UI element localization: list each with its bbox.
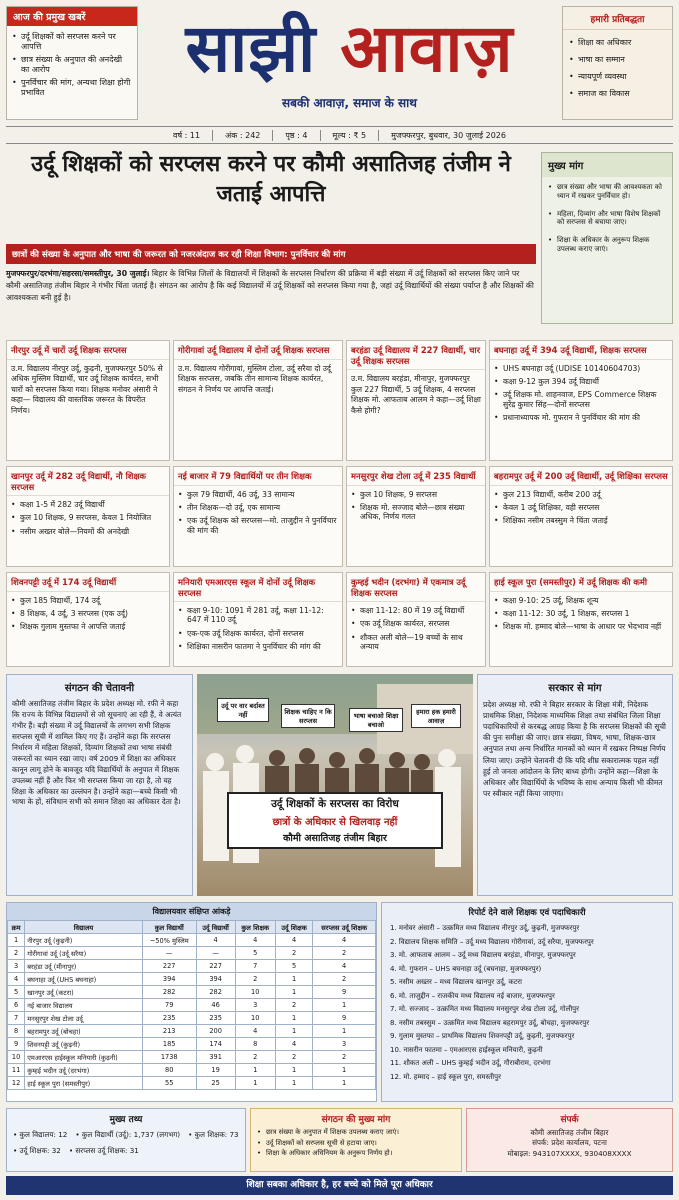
card-list [490, 592, 672, 640]
card-title: बरहंडा उर्दू विद्यालय में 227 विद्यार्थी, चार उर्दू शिक्षक सरप्लस [347, 341, 485, 370]
table-cell: — [142, 947, 196, 960]
table-cell: 2 [313, 973, 376, 986]
main-demand-box [541, 152, 673, 324]
card-item: • एक उर्दू शिक्षक को सरप्लस—मो. ताजुद्दीन ने पुनर्विचार की मांग की [178, 516, 338, 535]
fact-item: • कुल शिक्षक: 73 [188, 1130, 239, 1139]
banner-line-2: छात्रों के अधिकार से खिलवाड़ नहीं [272, 817, 398, 828]
table-cell: 4 [235, 1025, 275, 1038]
table-row[interactable] [8, 999, 376, 1012]
card-title: हाई स्कूल पुरा (समस्तीपुर) में उर्दू शिक्षक की कमी [490, 573, 672, 592]
top-news-item[interactable]: • उर्दू शिक्षकों को सरप्लस करने पर आपत्ति [12, 32, 132, 52]
reporter-item: 12. मो. हम्माद – हाई स्कूल पुरा, समस्तीपुर [390, 1072, 501, 1081]
card-text: उ.म. विद्यालय बरहंडा, मीनापुर, मुजफ्फरपुर कुल 227 विद्यार्थी, 5 उर्दू शिक्षक, 4 सरप्लस शिक्षक मो. आफताब आलम ने कहा—उर्दू शिक्षा कैसे होगी? [351, 374, 481, 415]
table-body [8, 934, 376, 1090]
table-cell: 5 [8, 986, 25, 999]
lead-body: बिहार के विभिन्न जिलों के विद्यालयों में शिक्षकों के सरप्लस निर्धारण की प्रक्रिया में बड़ी संख्या में उर्दू शिक्षकों को सरप्लस किए जाने पर कौमी असातिजह तंजीम बिहार ने गंभीर चिंता जताई है। संगठन का आरोप है कि कई विद्यालयों में उर्दू शिक्षकों को सरप्लस किया गया है, जहां उर्दू विद्यार्थियों की संख्या पर्याप्त है और शिक्षकों की आवश्यकता बनी हुई है। [6, 269, 534, 302]
issue-meta-bar [6, 126, 673, 144]
table-cell: 3 [235, 999, 275, 1012]
table-cell: 2 [275, 999, 312, 1012]
table-cell: 1 [313, 1077, 376, 1090]
footer-banner: शिक्षा सबका अधिकार है, हर बच्चे को मिले पूरा अधिकार [6, 1176, 673, 1195]
table-cell: 185 [142, 1038, 196, 1051]
reporter-item: 6. मो. ताजुद्दीन – राजकीय मध्य विद्यालय नई बाजार, मुजफ्फरपुर [390, 991, 555, 1000]
table-cell: 19 [196, 1064, 235, 1077]
school-data-table-box [6, 902, 377, 1102]
table-cell: 4 [235, 934, 275, 947]
reporter-item: 9. गुलाम मुस्तफा – प्राथमिक विद्यालय शिवनपट्टी उर्दू, कुढ़नी, मुजफ्फरपुर [390, 1032, 575, 1040]
top-news-list [7, 26, 137, 107]
table-row[interactable] [8, 1038, 376, 1051]
card-item: • कुल 10 शिक्षक, 9 सरप्लस, केवल 1 नियोजित [11, 513, 165, 522]
commitment-item: • समाज का विकास [569, 89, 666, 99]
contact-mobile: मोबाइल: 943107XXXX, 930408XXXX [507, 1148, 632, 1158]
logo-word-right: आवाज़ [340, 9, 514, 87]
card-item: • कुल 10 शिक्षक, 9 सरप्लस [351, 490, 481, 499]
school-data-table [7, 920, 376, 1090]
school-card-barhanda[interactable] [346, 340, 486, 461]
organization-demand-box [250, 1108, 462, 1172]
school-card-khanpur[interactable] [6, 466, 170, 567]
card-list [490, 486, 672, 534]
card-item: • एक-एक उर्दू शिक्षक कार्यरत, दोनों सरप्लस [178, 629, 338, 638]
table-cell: ~50% मुस्लिम [142, 934, 196, 947]
commitment-list [563, 30, 672, 110]
table-cell: 2 [275, 947, 312, 960]
card-item: • 8 शिक्षक, 4 उर्दू, 3 सरप्लस (एक उर्दू) [11, 609, 165, 618]
top-news-heading: आज की प्रमुख खबरें [7, 7, 137, 26]
table-cell: 1 [275, 973, 312, 986]
key-facts-box [6, 1108, 246, 1172]
table-cell: बरहंडा उर्दू (मीनापुर) [25, 960, 142, 973]
table-header-cell: कुल शिक्षक [235, 921, 275, 934]
table-cell: 6 [8, 999, 25, 1012]
table-cell: 1738 [142, 1051, 196, 1064]
card-item: • एक उर्दू शिक्षक कार्यरत, सरप्लस [351, 619, 481, 628]
commitment-item: • न्यायपूर्ण व्यवस्था [569, 72, 666, 82]
top-news-item[interactable]: • पुनर्विचार की मांग, अन्यथा शिक्षा होगी प्रभावित [12, 78, 132, 98]
card-list [490, 360, 672, 431]
main-demand-list [542, 177, 672, 263]
card-title: बहरामपुर उर्दू में 200 उर्दू विद्यार्थी, उर्दू शिक्षिका सरप्लस [490, 467, 672, 486]
table-row[interactable] [8, 973, 376, 986]
card-title: गोरीगावां उर्दू विद्यालय में दोनों उर्दू शिक्षक सरप्लस [174, 341, 342, 360]
table-cell: 9 [8, 1038, 25, 1051]
table-cell: बघनाहा उर्दू (UHS बघनाहा) [25, 973, 142, 986]
reporter-item: 7. मो. सज्जाद – उत्क्रमित मध्य विद्यालय मनसुरपुर शेख टोला उर्दू, गोलीपुर [390, 1005, 580, 1013]
main-demand-item: • शिक्षा के अधिकार के अनुरूप शिक्षक उपलब्ध कराए जाएं। [548, 236, 666, 254]
table-cell: 394 [196, 973, 235, 986]
card-text: उ.म. विद्यालय नीरपुर उर्दू, कुढ़नी, मुजफ्फरपुर 50% से अधिक मुस्लिम विद्यार्थी, चार उर्दू शिक्षक कार्यरत, सभी चारों को सरप्लस किया गया। शिक्षक मनोवर अंसारी ने कहा— विद्यालय की वास्तविक जरूरत के विपरीत निर्णय। [11, 363, 163, 415]
card-list [347, 602, 485, 660]
table-header-cell: उर्दू विद्यार्थी [196, 921, 235, 934]
meta-dateline: मुजफ्फरपुर, बुधवार, 30 जुलाई 2026 [391, 130, 506, 140]
table-row[interactable] [8, 1025, 376, 1038]
table-cell: 1 [235, 1064, 275, 1077]
table-cell: 1 [275, 986, 312, 999]
table-cell: 7 [235, 960, 275, 973]
card-item: • शिक्षक मो. सज्जाद बोले—छात्र संख्या अधिक, निर्णय गलत [351, 503, 481, 522]
card-item: • कक्षा 11-12: 30 उर्दू, 1 शिक्षक, सरप्लस 1 [494, 609, 668, 618]
table-row[interactable] [8, 986, 376, 999]
meta-issue: अंक : 242 [213, 130, 273, 141]
logo-word-left: साझी [185, 9, 317, 87]
table-cell: 2 [235, 973, 275, 986]
facts-heading: मुख्य तथ्य [109, 1115, 143, 1125]
table-cell: 227 [196, 960, 235, 973]
table-cell: 2 [235, 1051, 275, 1064]
table-cell: नीरपुर उर्दू (कुढ़नी) [25, 934, 142, 947]
tagline: सबकी आवाज़, समाज के साथ [282, 96, 417, 110]
card-list [7, 496, 169, 544]
main-demand-item: • छात्र संख्या और भाषा की आवश्यकता को ध्यान में रखकर पुनर्विचार हो। [548, 183, 666, 201]
table-cell: 10 [235, 986, 275, 999]
table-cell: 1 [275, 1012, 312, 1025]
fact-item: • सरप्लस उर्दू शिक्षक: 31 [68, 1146, 139, 1155]
reporter-item: 11. शौकत अली – UHS कुम्हई भदीन उर्दू, गौराबौराम, दरभंगा [390, 1059, 551, 1067]
table-cell: 4 [275, 1038, 312, 1051]
main-headline[interactable] [6, 150, 536, 210]
protest-photo[interactable] [197, 674, 473, 896]
govt-demand-heading: सरकार से मांग [548, 683, 602, 694]
table-cell: 2 [8, 947, 25, 960]
table-cell: 2 [275, 1051, 312, 1064]
card-item: • शौकत अली बोले—19 बच्चों के साथ अन्याय [351, 633, 481, 652]
table-row[interactable] [8, 1012, 376, 1025]
table-cell: 200 [196, 1025, 235, 1038]
table-cell: 8 [8, 1025, 25, 1038]
table-cell: 394 [142, 973, 196, 986]
table-cell: खानपुर उर्दू (कटरा) [25, 986, 142, 999]
organization-warning-box [6, 674, 193, 896]
meta-page: पृष्ठ : 4 [273, 130, 320, 141]
table-cell: बहरामपुर उर्दू (बोचहा) [25, 1025, 142, 1038]
contact-box [466, 1108, 673, 1172]
table-cell: 46 [196, 999, 235, 1012]
table-cell: 2 [313, 947, 376, 960]
placard: उर्दू पर वार बर्दाश्त नहीं [217, 698, 269, 722]
warning-body: कौमी असातिजह तंजीम बिहार के प्रदेश अध्यक्ष मो. रफी ने कहा कि राज्य के विभिन्न विद्यालयों से जो सूचनाएं आ रही हैं, वे अत्यंत गंभीर हैं। बड़ी संख्या में उर्दू विद्यालयों के लगभग सभी शिक्षक सरप्लस सूची में शामिल किए गए हैं। उन्होंने कहा कि सरप्लस निर्धारण में महिला शिक्षकों, दिव्यांग शिक्षकों तथा भाषा संबंधी जरूरतों का ध्यान रखा जाए। वर्ष 2009 में शिक्षा का अधिकार कानून लागू होने के बावजूद यदि विद्यार्थियों के अनुपात में शिक्षक उपलब्ध नहीं हैं और फिर भी सरप्लस किया जा रहा है, तो यह शिक्षा के अधिकार का उल्लंघन है। उन्होंने कहा—बच्चे किसी भी भाषा के हों, संविधान सभी को समान शिक्षा का अधिकार देता है। [12, 699, 182, 807]
table-cell: मनसुरपुर शेख टोला उर्दू [25, 1012, 142, 1025]
table-row[interactable] [8, 1077, 376, 1090]
school-card-mansurpur[interactable] [346, 466, 486, 567]
warning-heading: संगठन की चेतावनी [64, 683, 135, 694]
card-item: • कक्षा 9-10: 25 उर्दू, शिक्षक शून्य [494, 596, 668, 605]
school-card-maniyari[interactable] [173, 572, 343, 667]
reporter-item: 5. नसीम अख्तर – मध्य विद्यालय खानपुर उर्दू, कटरा [390, 978, 522, 986]
table-header-row [8, 921, 376, 934]
org-demand-item: • उर्दू शिक्षकों को सरप्लस सूची से हटाया जाए। [257, 1139, 455, 1148]
table-header-cell: क्रम [8, 921, 25, 934]
table-row[interactable] [8, 1064, 376, 1077]
card-title: नीरपुर उर्दू में चारों उर्दू शिक्षक सरप्लस [7, 341, 169, 360]
reporter-item: 2. विद्यालय शिक्षक समिति – उर्दू मध्य विद्यालय गोरीगावां, उर्दू सरैया, मुजफ्फरपुर [390, 937, 594, 946]
school-card-nirpur[interactable] [6, 340, 170, 461]
table-cell: 9 [313, 986, 376, 999]
table-cell: 55 [142, 1077, 196, 1090]
school-card-gorigawan[interactable] [173, 340, 343, 461]
card-title: नई बाजार में 79 विद्यार्थियों पर तीन शिक्षक [174, 467, 342, 486]
fact-item: • कुल विद्यालय: 12 [13, 1130, 68, 1139]
table-cell: 5 [235, 947, 275, 960]
placard: हमारा हक हमारी आवाज़ [411, 704, 461, 728]
headline-line-1: उर्दू शिक्षकों को सरप्लस करने पर कौमी असातिजह तंजीम ने [31, 152, 511, 177]
commitment-heading: हमारी प्रतिबद्धता [563, 7, 672, 30]
card-item: • शिक्षिका नासरीन फातमा ने पुनर्विचार की मांग की [178, 642, 338, 651]
table-header-cell: सरप्लस उर्दू शिक्षक [313, 921, 376, 934]
org-demand-list [251, 1128, 461, 1158]
govt-demand-body: प्रदेश अध्यक्ष मो. रफी ने बिहार सरकार के शिक्षा मंत्री, निदेशक प्राथमिक शिक्षा, निदेशक माध्यमिक शिक्षा तथा संबंधित जिला शिक्षा पदाधिकारियों से करबद्ध आग्रह किया है कि सरप्लस शिक्षकों की सूची की पुनः समीक्षा की जाए। छात्र संख्या, विषय, भाषा, शिक्षक-छात्र अनुपात तथा अन्य निर्धारित मानकों को ध्यान में रखकर निष्पक्ष निर्णय लिया जाए। उन्होंने चेतावनी दी कि यदि शीघ्र सकारात्मक पहल नहीं हुई तो जनता आंदोलन के लिए बाध्य होगी। उन्होंने कहा—शिक्षा के अधिकार और विद्यार्थियों के भविष्य के साथ अन्याय किसी भी कीमत पर स्वीकार नहीं किया जाएगा। [483, 700, 666, 798]
card-item: • UHS बघनाहा उर्दू (UDISE 10140604703) [494, 364, 668, 373]
table-header-cell: विद्यालय [25, 921, 142, 934]
table-cell: 9 [313, 1012, 376, 1025]
org-demand-heading: संगठन की मुख्य मांग [321, 1115, 391, 1125]
reporter-item: 10. नासरीन फातमा – एमआरएस हाईस्कूल मनियारी, कुढ़नी [390, 1045, 543, 1054]
reporters-heading: रिपोर्ट देने वाले शिक्षक एवं पदाधिकारी [468, 908, 586, 918]
card-item: • प्रधानाध्यापक मो. गुफरान ने पुनर्विचार की मांग की [494, 413, 668, 422]
table-header-cell: उर्दू शिक्षक [275, 921, 312, 934]
card-list [347, 486, 485, 530]
card-item: • कक्षा 9-10: 1091 में 281 उर्दू, कक्षा 11-12: 647 में 110 उर्दू [178, 606, 338, 625]
card-title: बघनाहा उर्दू में 394 उर्दू विद्यार्थी, शिक्षक सरप्लस [490, 341, 672, 360]
school-card-bahrampur[interactable] [489, 466, 673, 567]
table-cell: 12 [8, 1077, 25, 1090]
table-cell: 391 [196, 1051, 235, 1064]
fact-item: • कुल विद्यार्थी (उर्दू): 1,737 (लगभग) [75, 1130, 181, 1139]
top-news-item[interactable]: • छात्र संख्या के अनुपात की अनदेखी का आरोप [12, 55, 132, 75]
placard: भाषा बचाओ शिक्षा बचाओ [349, 708, 403, 732]
table-cell: 1 [275, 1025, 312, 1038]
table-cell: 5 [275, 960, 312, 973]
table-cell: एमआरएस हाईस्कूल मनियारी (कुढ़नी) [25, 1051, 142, 1064]
main-demand-item: • महिला, दिव्यांग और भाषा विशेष शिक्षकों को सरप्लस से बचाया जाए। [548, 210, 666, 228]
main-demand-heading: मुख्य मांग [542, 153, 672, 177]
table-cell: 1 [275, 1064, 312, 1077]
table-cell: 1 [313, 999, 376, 1012]
reporters-box [381, 902, 673, 1102]
meta-year: वर्ष : 11 [161, 130, 213, 141]
card-list [174, 602, 342, 660]
table-cell: 3 [8, 960, 25, 973]
table-row[interactable] [8, 960, 376, 973]
reporter-item: 8. नसीम तबस्सुम – उत्क्रमित मध्य विद्यालय बहरामपुर उर्दू, बोचहा, मुजफ्फरपुर [390, 1018, 590, 1027]
table-cell: 79 [142, 999, 196, 1012]
contact-heading: संपर्क [560, 1115, 579, 1125]
card-item: • कक्षा 11-12: 80 में 19 उर्दू विद्यार्थी [351, 606, 481, 615]
table-cell: कुम्हई भदीन उर्दू (दरभंगा) [25, 1064, 142, 1077]
school-card-pura[interactable] [489, 572, 673, 667]
commitment-box [562, 6, 673, 120]
card-item: • शिक्षिका नसीम तबस्सुम ने चिंता जताई [494, 516, 668, 525]
reporter-item: 4. मो. गुफरान – UHS बघनाहा उर्दू (बघनाहा, मुजफ्फरपुर) [390, 964, 542, 973]
commitment-item: • शिक्षा का अधिकार [569, 38, 666, 48]
table-cell: 3 [313, 1038, 376, 1051]
card-item: • कक्षा 9-12 कुल 394 उर्दू विद्यार्थी [494, 377, 668, 386]
table-cell: 11 [8, 1064, 25, 1077]
table-cell: 8 [235, 1038, 275, 1051]
table-title: विद्यालयवार संक्षिप्त आंकड़े [7, 903, 376, 920]
table-row[interactable] [8, 1051, 376, 1064]
table-cell: 4 [313, 960, 376, 973]
table-cell: 282 [196, 986, 235, 999]
fact-item: • उर्दू शिक्षक: 32 [13, 1146, 61, 1155]
table-cell: 235 [142, 1012, 196, 1025]
table-cell: नई बाजार विद्यालय [25, 999, 142, 1012]
card-item: • शिक्षक मो. हम्माद बोले—भाषा के आधार पर भेदभाव नहीं [494, 622, 668, 631]
table-cell: 1 [235, 1077, 275, 1090]
card-text: उ.म. विद्यालय गोरीगावां, मुस्लिम टोला, उर्दू सरैया दो उर्दू शिक्षक सरप्लस, जबकि तीन सामान्य शिक्षक कार्यरत, संगठन ने निर्णय पर आपत्ति जताई। [178, 363, 331, 394]
card-item: • केवल 1 उर्दू शिक्षिका, वही सरप्लस [494, 503, 668, 512]
card-title: खानपुर उर्दू में 282 उर्दू विद्यार्थी, नौ शिक्षक सरप्लस [7, 467, 169, 496]
table-cell: 4 [313, 934, 376, 947]
banner-line-1: उर्दू शिक्षकों के सरप्लस का विरोध [271, 798, 399, 810]
commitment-item: • भाषा का सम्मान [569, 55, 666, 65]
headline-line-2: जताई आपत्ति [216, 182, 326, 207]
card-title: कुम्हई भदीन (दरभंगा) में एकमात्र उर्दू शिक्षक सरप्लस [347, 573, 485, 602]
reporters-list [382, 922, 672, 1088]
contact-details [467, 1128, 672, 1159]
card-title: मनियारी एमआरएस स्कूल में दोनों उर्दू शिक्षक सरप्लस [174, 573, 342, 602]
table-cell: शिवनपट्टी उर्दू (कुढ़नी) [25, 1038, 142, 1051]
table-cell: 4 [196, 934, 235, 947]
table-cell: 4 [8, 973, 25, 986]
banner-line-3: कौमी असातिजह तंजीम बिहार [283, 833, 387, 844]
card-item: • तीन शिक्षक—दो उर्दू, एक सामान्य [178, 503, 338, 512]
table-cell: 80 [142, 1064, 196, 1077]
table-cell: 1 [275, 1077, 312, 1090]
table-cell: 4 [275, 934, 312, 947]
headline-subtitle: छात्रों की संख्या के अनुपात और भाषा की जरूरत को नजरअंदाज कर रही शिक्षा विभाग: पुनर्विचार की मांग [6, 244, 536, 264]
card-item: • कुल 185 विद्यार्थी, 174 उर्दू [11, 596, 165, 605]
card-item: • उर्दू शिक्षक मो. शाहनवाज, EPS Commerce शिक्षक सुरेंद्र कुमार सिंह—दोनों सरप्लस [494, 390, 668, 409]
table-cell: — [196, 947, 235, 960]
reporter-item: 3. मो. आफताब आलम – उर्दू मध्य विद्यालय बरहंडा, मीनापुर, मुजफ्फरपुर [390, 951, 576, 959]
table-cell: हाई स्कूल पुरा (समस्तीपुर) [25, 1077, 142, 1090]
school-card-baghnaha[interactable] [489, 340, 673, 461]
table-cell: 10 [8, 1051, 25, 1064]
table-cell: 235 [196, 1012, 235, 1025]
card-item: • कुल 79 विद्यार्थी, 46 उर्दू, 33 सामान्य [178, 490, 338, 499]
table-cell: 282 [142, 986, 196, 999]
table-cell: 10 [235, 1012, 275, 1025]
card-item: • कुल 213 विद्यार्थी, करीब 200 उर्दू [494, 490, 668, 499]
table-cell: गोरीगावां उर्दू (उर्दू सरैया) [25, 947, 142, 960]
table-cell: 1 [313, 1025, 376, 1038]
facts-list [7, 1128, 245, 1158]
school-card-nai-bazar[interactable] [173, 466, 343, 567]
contact-office: संपर्क: प्रदेश कार्यालय, पटना [532, 1138, 607, 1148]
table-cell: 7 [8, 1012, 25, 1025]
contact-org: कौमी असातिजह तंजीम बिहार [530, 1128, 609, 1137]
reporter-item: 1. मनोवर अंसारी – उत्क्रमित मध्य विद्यालय नीरपुर उर्दू, कुढ़नी, मुजफ्फरपुर [390, 924, 580, 932]
newspaper-logo[interactable] [142, 4, 557, 92]
lead-dateline: मुजफ्फरपुर/दरभंगा/सहरसा/समस्तीपुर, 30 जुलाई। [6, 269, 150, 278]
table-cell: 1 [8, 934, 25, 947]
masthead [142, 4, 557, 122]
card-title: शिवनपट्टी उर्दू में 174 उर्दू विद्यार्थी [7, 573, 169, 592]
card-title: मनसुरपुर शेख टोला उर्दू में 235 विद्यार्थी [347, 467, 485, 486]
school-card-shivanpatti[interactable] [6, 572, 170, 667]
government-demand-box [477, 674, 673, 896]
meta-price: मूल्य : ₹ 5 [321, 130, 380, 141]
card-item: • शिक्षक गुलाम मुस्तफा ने आपत्ति जताई [11, 622, 165, 631]
top-news-box [6, 6, 138, 120]
card-list [7, 592, 169, 640]
card-item: • नसीम अख्तर बोले—नियमों की अनदेखी [11, 527, 165, 536]
table-cell: 25 [196, 1077, 235, 1090]
org-demand-item: • छात्र संख्या के अनुपात में शिक्षक उपलब्ध कराए जाएं। [257, 1128, 455, 1137]
table-row[interactable] [8, 947, 376, 960]
placard: शिक्षक चाहिए न कि सरप्लस [281, 704, 335, 728]
card-list [174, 486, 342, 544]
table-cell: 1 [313, 1064, 376, 1077]
org-demand-item: • शिक्षा के अधिकार अधिनियम के अनुरूप निर्णय हो। [257, 1149, 455, 1158]
table-cell: 174 [196, 1038, 235, 1051]
table-row[interactable] [8, 934, 376, 947]
lead-paragraph [6, 268, 536, 304]
table-cell: 227 [142, 960, 196, 973]
card-item: • कक्षा 1-5 में 282 उर्दू विद्यार्थी [11, 500, 165, 509]
table-cell: 213 [142, 1025, 196, 1038]
protest-banner [227, 792, 443, 849]
table-cell: 2 [313, 1051, 376, 1064]
table-header-cell: कुल विद्यार्थी [142, 921, 196, 934]
school-card-kumhai-bhadin[interactable] [346, 572, 486, 667]
